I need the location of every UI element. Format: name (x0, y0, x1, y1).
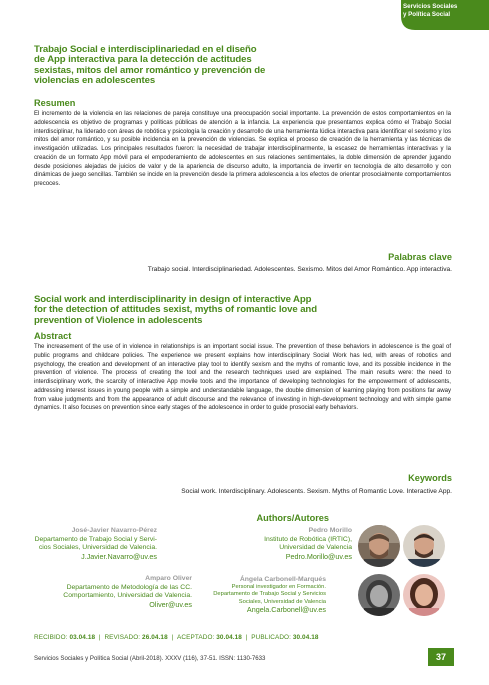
journal-section-label (403, 3, 483, 19)
reviewed-date: 26.04.18 (142, 634, 168, 641)
english-title-line: prevention of Violence in adolescents (34, 314, 203, 326)
spanish-title-line: Trabajo Social e interdisciplinariedad en el diseño (34, 44, 257, 55)
spanish-title (34, 45, 265, 87)
author-card (202, 527, 352, 561)
author-photo (403, 525, 445, 567)
author-name: Ángela Carbonell-Marqués (239, 576, 326, 583)
date-separator: | (98, 634, 101, 641)
author-card (156, 576, 326, 614)
author-photo (403, 574, 445, 616)
journal-citation: Servicios Sociales y Política Social (Abril-2018). XXXV (116), 37-51. ISSN: 1130-7633 (34, 655, 266, 662)
author-email: Angela.Carbonell@uv.es (246, 605, 326, 615)
accepted-label: ACEPTADO: (177, 634, 215, 641)
date-separator: | (171, 634, 174, 641)
author-card (0, 527, 157, 561)
published-date: 30.04.18 (292, 634, 319, 641)
publication-dates (34, 634, 319, 641)
section-corner-tab (401, 0, 489, 30)
received-label: RECIBIDO: (34, 634, 68, 641)
author-affiliation: Comportamiento, Universidad de Valencia. (63, 592, 192, 600)
palabras-clave-heading: Palabras clave (388, 252, 452, 262)
corner-label-line-2: y Política Social (403, 11, 451, 18)
author-email: J.Javier.Navarro@uv.es (81, 551, 157, 561)
author-affiliation: Departamento de Trabajo Social y Servicios (213, 591, 326, 598)
author-affiliation: Sociales, Universidad de Valencia (238, 598, 326, 605)
spanish-title-line: violencias en adolescentes (34, 75, 156, 87)
author-affiliation: cios Sociales, Universidad de Valencia. (38, 544, 157, 552)
reviewed-label: REVISADO: (104, 634, 141, 641)
page-number: 37 (428, 648, 454, 666)
abstract-heading: Abstract (34, 331, 72, 341)
author-photo (358, 525, 400, 567)
published-label: PUBLICADO: (251, 634, 291, 641)
palabras-clave-text: Trabajo social. Interdisciplinariedad. Adolescentes. Sexismo. Mitos del Amor Romántico. App interactiva. (147, 266, 452, 273)
resumen-text: El incremento de la violencia en las relaciones de pareja constituye una preocupación social importante. La prevención de estos comportamientos en la adolescencia es objetivo de programas y políticas públicas de atención a la infancia. La experiencia que presentamos explica cómo el Trabajo Social interdisciplinar, ha liderado con áreas de robótica y psicología la creación y desarrollo de una herramienta lúdica interactiva para identificar el sexismo y los mitos del amor romántico, y su posible incidencia en la prevención de violencias. Se explica el proceso de creación de la herramienta y las técnicas de investigación utilizadas. Los principales resultados fueron: la necesidad de trabajar interdisciplinarmente, la escasez de herramientas interactivas y la creación de un formato App móvil para el empoderamiento de adolescentes en sus relaciones sentimentales, la doble dimensión de aprender jugando desde posiciones alejadas de juicios de valor y de la apariencia de discurso adulto, la importancia de invertir en tecnología de alto desarrollo y con dinámicas de juego sencillas. También se incide en la prevención desde la primera adolescencia a los efectos de orientar prosocialmente comportamientos precoces. (34, 111, 451, 187)
author-name: José-Javier Navarro-Pérez (71, 527, 157, 534)
english-title-line: Social work and interdisciplinarity in design of interactive App (34, 294, 312, 305)
author-name: Amparo Oliver (145, 575, 192, 582)
author-email: Oliver@uv.es (149, 599, 192, 609)
author-photo (358, 574, 400, 616)
abstract-text: The increasement of the use of in violence in relationships is an important social issue. The prevention of these behaviors in adolescence is the goal of public programs and childcare policies. The experience we present explains how interdisciplinary Social Work has led, with areas of robotics and psychology, the creation and development of an interactive play tool to identify sexism and the myths of romantic love, and its possible incidence in the prevention of violence. The process of creating the tool and the research techniques used are explained. The main results were: the need to interdisciplinary work, the scarcity of interactive App movile tools and the importance of developing technologies for the empowerment of adolescents, addressing interest issues in young people with a simple and understandable language, the double dimension of learning playing from positions far away from value judgments and from the appearance of adult discourse and the relevance of investing in high-development technology and with simple game dynamics. It also focuses on prevention since early stages of the adolescence in order to guide prosocial early behaviors. (34, 344, 451, 412)
english-title-line: for the detection of attitudes sexist, myths of romantic love and (34, 304, 317, 316)
keywords-text: Social work. Interdisciplinary. Adolescents. Sexism. Myths of Romantic Love. Interactive App. (181, 488, 452, 495)
author-email: Pedro.Morillo@uv.es (285, 551, 352, 561)
author-affiliation: Universidad de Valencia (279, 544, 352, 552)
author-affiliation: Departamento de Metodología de las CC. (66, 583, 192, 591)
received-date: 03.04.18 (69, 634, 96, 641)
resumen-heading: Resumen (34, 98, 76, 108)
date-separator: | (245, 634, 248, 641)
author-affiliation: Personal investigador en Formación. (231, 583, 326, 590)
author-name: Pedro Morillo (308, 527, 352, 534)
spanish-title-line: sexistas, mitos del amor romántico y prevención de (34, 64, 266, 76)
keywords-heading: Keywords (408, 473, 452, 483)
corner-label-line-1: Servicios Sociales (403, 3, 458, 10)
english-title (34, 295, 317, 326)
spanish-title-line: de App interactiva para la detección de actitudes (34, 54, 252, 66)
author-affiliation: Instituto de Robótica (IRTIC), (264, 535, 352, 543)
authors-heading: Authors/Autores (256, 513, 329, 523)
accepted-date: 30.04.18 (216, 634, 242, 641)
author-affiliation: Departamento de Trabajo Social y Servi- (34, 535, 157, 543)
